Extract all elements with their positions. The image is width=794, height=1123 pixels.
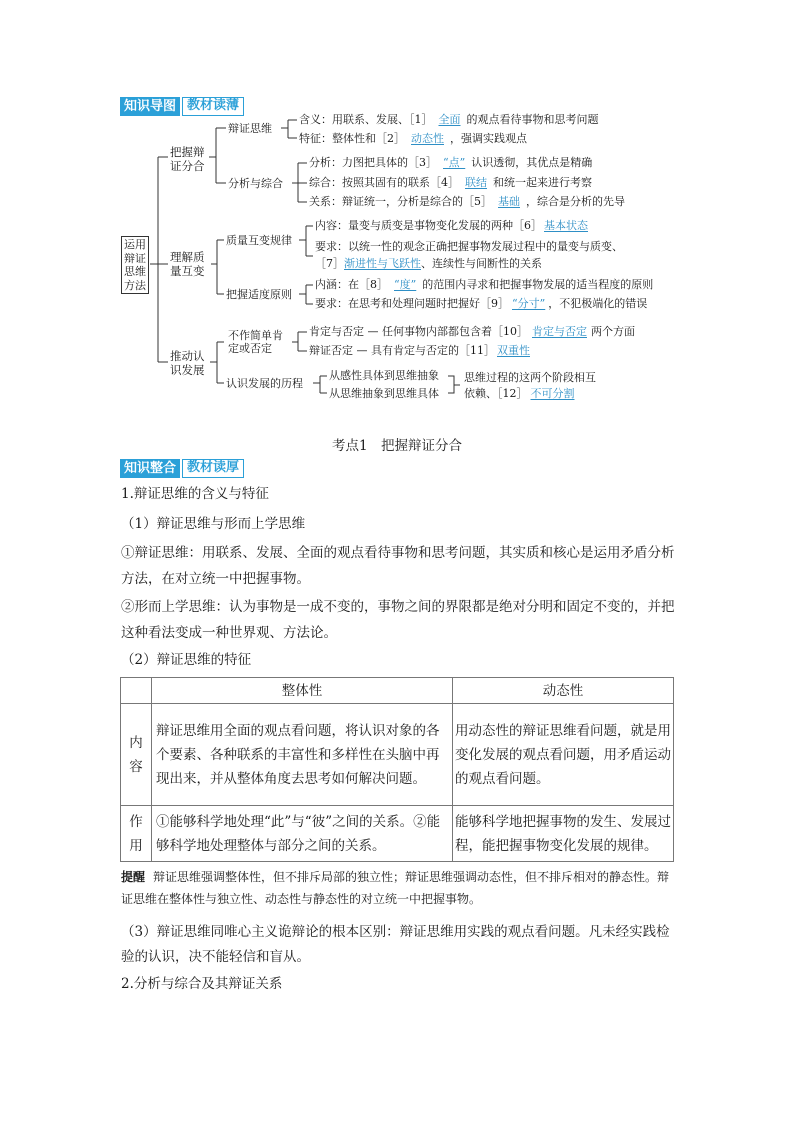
leaf-5: 关系：辩证统一，分析是综合的［5］ 基础 ，综合是分析的先导 bbox=[309, 195, 625, 208]
leaf-12b: 从思维抽象到思维具体 bbox=[329, 387, 439, 400]
leaf-12-desc-a: 思维过程的这两个阶段相互 bbox=[464, 371, 596, 384]
leaf-11: 辩证否定 — 具有肯定与否定的［11］ 双重性 bbox=[309, 344, 530, 357]
tag-secondary: 教材读薄 bbox=[182, 97, 244, 116]
tip-block bbox=[121, 866, 681, 910]
branch-3-label: 推动认识发展 bbox=[170, 349, 205, 377]
cell-dynamic-effect: 能够科学地把握事物的发生、发展过程，能把握事物变化发展的规律。 bbox=[453, 806, 674, 862]
section-title: 考点1 把握辩证分合 bbox=[331, 438, 463, 454]
cell-dynamic-content: 用动态性的辩证思维看问题，就是用变化发展的观点看问题，用矛盾运动的观点看问题。 bbox=[453, 704, 674, 806]
node-quality-quantity: 质量互变规律 bbox=[226, 234, 292, 247]
node-not-simple: 不作简单肯定或否定 bbox=[228, 329, 283, 355]
tip-text: 辩证思维强调整体性，但不排斥局部的独立性；辩证思维强调动态性，但不排斥相对的静态性。辩证思维在整体性与独立性、动态性与静态性的对立统一中把握事物。 bbox=[121, 870, 670, 906]
leaf-7a: 要求：以统一性的观念正确把握事物发展过程中的量变与质变、 bbox=[315, 240, 623, 253]
paragraph-dialectical: ①辩证思维：用联系、发展、全面的观点看待事物和思考问题，其实质和核心是运用矛盾分析方法，在对立统一中把握事物。 bbox=[121, 545, 675, 587]
node-moderation: 把握适度原则 bbox=[226, 288, 292, 301]
branch-2-label: 理解质量互变 bbox=[170, 250, 205, 278]
table-header-dynamic: 动态性 bbox=[453, 678, 674, 704]
paragraph-metaphysical: ②形而上学思维：认为事物是一成不变的，事物之间的界限都是绝对分明和固定不变的，并把这种看法变成一种世界观、方法论。 bbox=[121, 599, 675, 641]
heading-1: 1.辩证思维的含义与特征 bbox=[121, 486, 269, 502]
tag-primary: 知识导图 bbox=[120, 97, 180, 116]
leaf-2: 特征：整体性和［2］ 动态性 ，强调实践观点 bbox=[299, 132, 527, 145]
tag-primary-2: 知识整合 bbox=[120, 459, 180, 478]
leaf-4: 综合：按照其固有的联系［4］ 联结 和统一起来进行考察 bbox=[309, 176, 592, 189]
tag-secondary-2: 教材读厚 bbox=[182, 459, 244, 478]
leaf-8: 内涵：在［8］ “度” 的范围内寻求和把握事物发展的适当程度的原则 bbox=[315, 278, 654, 291]
leaf-12: 依赖、［12］ 不可分割 bbox=[464, 387, 575, 400]
leaf-12a: 从感性具体到思维抽象 bbox=[329, 369, 439, 382]
table-header-empty bbox=[121, 678, 152, 704]
cell-holistic-effect: ①能够科学地处理“此”与“彼”之间的关系。②能够科学地处理整体与部分之间的关系。 bbox=[152, 806, 453, 862]
row-label-content: 内容 bbox=[121, 704, 152, 806]
leaf-10: 肯定与否定 — 任何事物内部都包含着［10］ 肯定与否定 两个方面 bbox=[309, 325, 635, 338]
tip-label: 提醒 bbox=[121, 870, 146, 884]
features-table bbox=[120, 677, 674, 862]
leaf-7: ［7］渐进性与飞跃性、连续性与间断性的关系 bbox=[315, 257, 542, 270]
node-dialectical-thinking: 辩证思维 bbox=[228, 122, 272, 135]
table-header-holistic: 整体性 bbox=[152, 678, 453, 704]
subheading-1-1: （1）辩证思维与形而上学思维 bbox=[121, 516, 306, 532]
mindmap-connectors bbox=[0, 0, 794, 420]
branch-1-label: 把握辩证分合 bbox=[170, 145, 205, 173]
leaf-6: 内容：量变与质变是事物变化发展的两种［6］ 基本状态 bbox=[315, 219, 588, 232]
node-analysis-synthesis: 分析与综合 bbox=[228, 177, 283, 190]
node-cognition-process: 认识发展的历程 bbox=[226, 377, 303, 390]
heading-2: 2.分析与综合及其辩证关系 bbox=[121, 976, 283, 992]
leaf-1: 含义：用联系、发展、［1］ 全面 的观点看待事物和思考问题 bbox=[299, 113, 599, 126]
subheading-1-2: （2）辩证思维的特征 bbox=[121, 652, 252, 668]
paragraph-sophistry: （3）辩证思维同唯心主义诡辩论的根本区别：辩证思维用实践的观点看问题。凡未经实践检验的认识，决不能轻信和盲从。 bbox=[121, 924, 670, 965]
leaf-9: 要求：在思考和处理问题时把握好［9］ “分寸” ，不犯极端化的错误 bbox=[315, 297, 648, 310]
knowledge-integration-tag bbox=[120, 459, 244, 478]
mindmap-root: 运用辩证思维方法 bbox=[121, 236, 149, 294]
row-label-effect: 作用 bbox=[121, 806, 152, 862]
cell-holistic-content: 辩证思维用全面的观点看问题，将认识对象的各个要素、各种联系的丰富性和多样性在头脑中再现出来，并从整体角度去思考如何解决问题。 bbox=[152, 704, 453, 806]
leaf-3: 分析：力图把具体的［3］ “点” 认识透彻，其优点是精确 bbox=[309, 156, 593, 169]
